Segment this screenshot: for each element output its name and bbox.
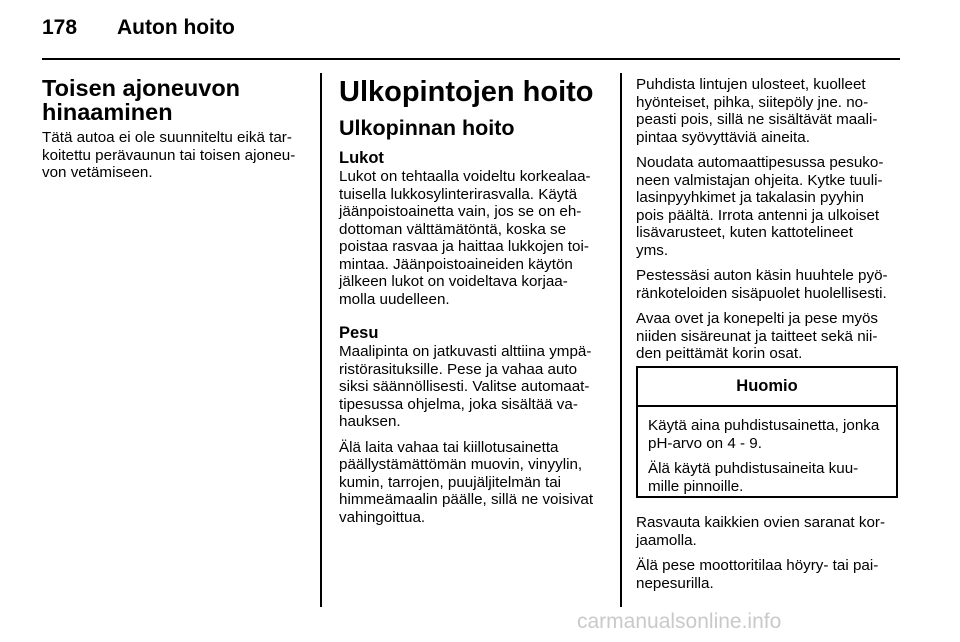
text-line: nepesurilla. (636, 574, 714, 592)
locks-paragraph (339, 168, 609, 308)
text-line: Puhdista lintujen ulosteet, kuolleet (636, 76, 866, 93)
text-line: dottoman välttämätöntä, koska se (339, 220, 567, 238)
text-line: Älä laita vahaa tai kiillotusainetta (339, 438, 559, 456)
text-line: den peittämät korin osat. (636, 345, 803, 362)
text-line: von vetämiseen. (42, 164, 153, 181)
text-line: lasinpyyhkimet ja takalasin pyyhin (636, 189, 864, 206)
text-line: Älä pese moottoritilaa höyry- tai pai- (636, 557, 879, 574)
main-heading: Ulkopintojen hoito (339, 76, 594, 108)
text-line: pintaa syövyttäviä aineita. (636, 128, 810, 146)
text-line: päällystämättömän muovin, vinyylin, (339, 456, 583, 473)
text-line: molla uudelleen. (339, 290, 450, 308)
paragraph-doors (636, 310, 904, 363)
text-line: poistaa rasvaa ja haittaa lukkojen toi- (339, 238, 589, 255)
locks-heading: Lukot (339, 149, 384, 167)
text-line: pois päältä. Irrota antenni ja ulkoiset (636, 206, 880, 224)
text-line: Maalipinta on jatkuvasti alttiina ympä- (339, 343, 592, 360)
heading-line: hinaaminen (42, 99, 173, 125)
towing-heading (42, 76, 310, 124)
text-line: Pestessäsi auton käsin huuhtele pyö- (636, 267, 888, 284)
column-3-bottom (636, 514, 904, 592)
text-line: ränkoteloiden sisäpuolet huolellisesti. (636, 284, 887, 302)
text-line: tipesussa ohjelma, joka sisältää va- (339, 395, 578, 413)
paragraph-engine-bay (636, 557, 904, 592)
text-line: kumin, tarrojen, puujäljitelmän tai (339, 473, 562, 491)
text-line: Noudata automaattipesussa pesuko- (636, 154, 884, 171)
text-line: Rasvauta kaikkien ovien saranat kor- (636, 514, 886, 531)
text-line: niiden sisäreunat ja taitteet sekä nii- (636, 327, 878, 345)
column-3 (636, 76, 904, 363)
text-line: Käytä aina puhdistusainetta, jonka (648, 417, 880, 434)
text-line: neen valmistajan ohjeita. Kytke tuuli- (636, 171, 883, 189)
text-line: hauksen. (339, 413, 401, 430)
text-line: himmeämaalin päälle, sillä ne voisivat (339, 491, 594, 508)
text-line: vahingoittua. (339, 508, 426, 526)
sub-heading: Ulkopinnan hoito (339, 116, 515, 140)
paragraph-bird-droppings (636, 76, 904, 146)
note-title: Huomio (638, 368, 896, 407)
text-line: tuisella lukkosylinterirasvalla. Käytä (339, 185, 578, 203)
header-rule (42, 58, 900, 60)
text-line: jälkeen lukot on voideltava korjaa- (339, 273, 568, 290)
text-line: Avaa ovet ja konepelti ja pese myös (636, 310, 879, 327)
paragraph-hinges (636, 514, 904, 549)
washing-paragraph-2 (339, 439, 609, 527)
text-line: lisävarusteet, kuten kattotelineet (636, 224, 853, 241)
page-number: 178 (42, 16, 78, 39)
note-box (636, 366, 898, 498)
text-line: Tätä autoa ei ole suunniteltu eikä tar- (42, 129, 292, 146)
text-line: ristörasituksille. Pese ja vahaa auto (339, 360, 578, 378)
washing-heading: Pesu (339, 324, 379, 342)
column-1 (42, 76, 310, 182)
text-line: Lukot on tehtaalla voideltu korkealaa- (339, 168, 591, 185)
text-line: peasti pois, sillä ne sisältävät maali- (636, 111, 878, 128)
text-line: yms. (636, 241, 669, 259)
column-2 (339, 76, 609, 526)
paragraph-hand-wash (636, 267, 904, 302)
text-line: mintaa. Jäänpoistoaineiden käytön (339, 255, 573, 273)
column-divider-2 (620, 73, 622, 607)
text-line: hyönteiset, pihka, siitepöly jne. no- (636, 93, 869, 111)
text-line: jäänpoistoainetta vain, jos se on eh- (339, 203, 582, 220)
text-line: Älä käytä puhdistusaineita kuu- (648, 460, 859, 477)
section-title: Auton hoito (117, 16, 235, 39)
heading-line: Toisen ajoneuvon (42, 75, 241, 101)
towing-paragraph (42, 129, 310, 182)
watermark: carmanualsonline.info (577, 610, 782, 633)
column-divider-1 (320, 73, 322, 607)
text-line: jaamolla. (636, 531, 697, 549)
paragraph-car-wash (636, 154, 904, 259)
washing-paragraph-1 (339, 343, 609, 431)
note-body (638, 407, 896, 495)
text-line: koitettu perävaunun tai toisen ajoneu- (42, 146, 296, 164)
text-line: mille pinnoille. (648, 477, 744, 495)
text-line: siksi säännöllisesti. Valitse automaat- (339, 378, 590, 395)
text-line: pH-arvo on 4 - 9. (648, 434, 762, 452)
